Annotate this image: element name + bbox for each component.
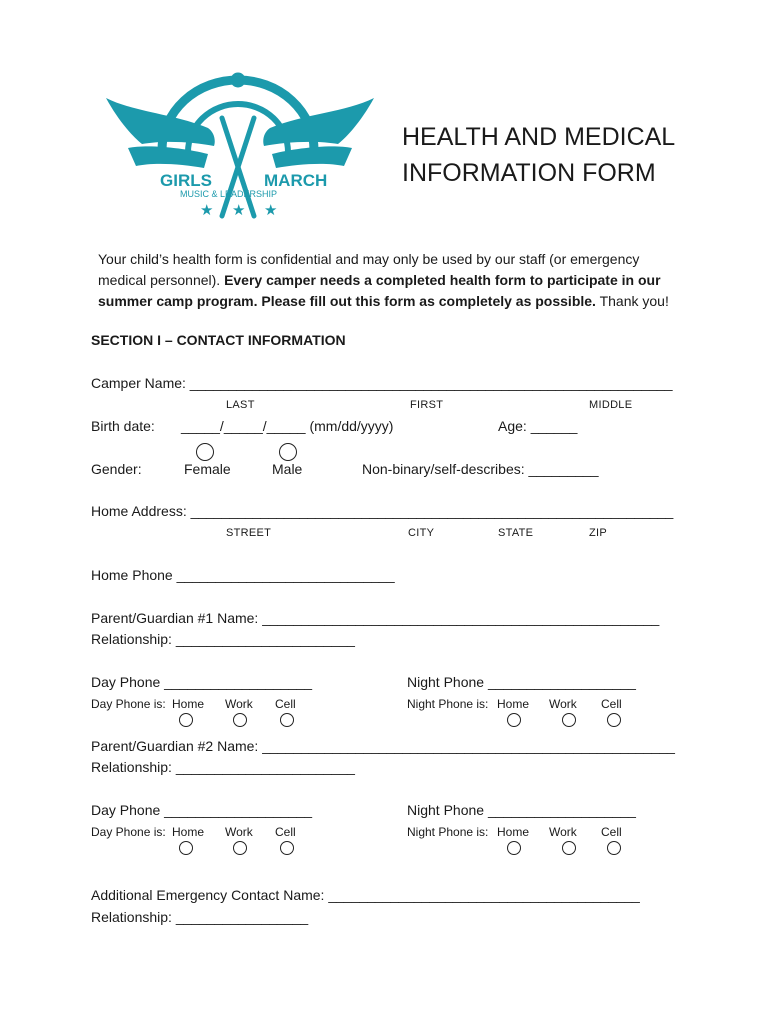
guardian1-night-home-radio[interactable] xyxy=(507,713,521,727)
camper-name-field[interactable]: Camper Name: ______________________________________________________________ xyxy=(91,375,673,391)
address-zip-caption: ZIP xyxy=(589,527,608,539)
logo-emblem xyxy=(104,70,376,220)
intro-text: Your child’s health form is confidential and may only be used by our staff (or emergency medical personnel). xyxy=(98,251,640,288)
birth-date-field[interactable]: _____/_____/_____ (mm/dd/yyyy) xyxy=(181,418,394,434)
svg-text:MARCH: MARCH xyxy=(264,171,328,190)
form-title-line1: HEALTH AND MEDICAL xyxy=(402,123,676,151)
guardian2-day-phone-field[interactable]: Day Phone ___________________ xyxy=(91,802,313,818)
guardian2-night-phone-is-label: Night Phone is: xyxy=(407,825,489,839)
guardian2-relationship-field[interactable]: Relationship: _______________________ xyxy=(91,759,355,775)
guardian1-day-cell-radio[interactable] xyxy=(280,713,294,727)
guardian1-night-phone-is-label: Night Phone is: xyxy=(407,697,489,711)
guardian2-day-phone-is-label: Day Phone is: xyxy=(91,825,166,839)
intro-thanks: Thank you! xyxy=(595,293,669,309)
guardian2-name-field[interactable]: Parent/Guardian #2 Name: _____________________________________________________ xyxy=(91,738,675,754)
camper-name-middle-caption: MIDDLE xyxy=(589,399,633,411)
logo xyxy=(104,70,376,220)
camper-name-last-caption: LAST xyxy=(226,399,255,411)
address-state-caption: STATE xyxy=(498,527,534,539)
camper-name-first-caption: FIRST xyxy=(410,399,444,411)
guardian2-day-cell-radio[interactable] xyxy=(280,841,294,855)
home-address-field[interactable]: Home Address: ______________________________________________________________ xyxy=(91,503,674,519)
guardian2-night-home-label: Home xyxy=(497,825,530,839)
gender-label: Gender: xyxy=(91,461,142,477)
gender-nonbinary-field[interactable]: Non-binary/self-describes: _________ xyxy=(362,461,599,477)
guardian1-night-work-radio[interactable] xyxy=(562,713,576,727)
guardian1-night-cell-radio[interactable] xyxy=(607,713,621,727)
guardian1-day-phone-field[interactable]: Day Phone ___________________ xyxy=(91,674,313,690)
guardian1-night-home-label: Home xyxy=(497,697,530,711)
guardian1-night-work-label: Work xyxy=(549,697,577,711)
form-title-line2: INFORMATION FORM xyxy=(402,159,656,187)
guardian2-night-phone-field[interactable]: Night Phone ___________________ xyxy=(407,802,636,818)
guardian2-night-cell-label: Cell xyxy=(601,825,622,839)
gender-male-radio[interactable] xyxy=(279,443,297,461)
address-street-caption: STREET xyxy=(226,527,272,539)
guardian1-day-home-radio[interactable] xyxy=(179,713,193,727)
guardian1-day-work-radio[interactable] xyxy=(233,713,247,727)
guardian2-night-work-label: Work xyxy=(549,825,577,839)
guardian1-day-cell-label: Cell xyxy=(275,697,296,711)
gender-female-radio[interactable] xyxy=(196,443,214,461)
section-heading: SECTION I – CONTACT INFORMATION xyxy=(91,332,346,348)
svg-text:MUSIC & LEADERSHIP: MUSIC & LEADERSHIP xyxy=(180,189,278,199)
guardian1-relationship-field[interactable]: Relationship: _______________________ xyxy=(91,631,355,647)
emergency-contact-name-field[interactable]: Additional Emergency Contact Name: ________________________________________ xyxy=(91,887,640,903)
birth-date-label: Birth date: xyxy=(91,418,155,434)
guardian2-night-home-radio[interactable] xyxy=(507,841,521,855)
svg-text:★: ★ xyxy=(264,201,278,219)
guardian2-day-work-radio[interactable] xyxy=(233,841,247,855)
guardian2-day-home-radio[interactable] xyxy=(179,841,193,855)
age-field[interactable]: Age: ______ xyxy=(498,418,578,434)
guardian1-name-field[interactable]: Parent/Guardian #1 Name: ___________________________________________________ xyxy=(91,610,660,626)
guardian2-day-cell-label: Cell xyxy=(275,825,296,839)
guardian2-day-home-label: Home xyxy=(172,825,205,839)
address-city-caption: CITY xyxy=(408,527,435,539)
guardian1-night-phone-field[interactable]: Night Phone ___________________ xyxy=(407,674,636,690)
guardian2-day-work-label: Work xyxy=(225,825,253,839)
emergency-contact-relationship-field[interactable]: Relationship: _________________ xyxy=(91,909,309,925)
intro-bold-text: Every camper needs a completed health form to participate in our summer camp program. Please fill out this form as completely as possible. xyxy=(98,272,661,309)
svg-text:★: ★ xyxy=(232,201,246,219)
guardian2-night-cell-radio[interactable] xyxy=(607,841,621,855)
intro-paragraph xyxy=(98,249,678,312)
guardian2-night-work-radio[interactable] xyxy=(562,841,576,855)
svg-text:GIRLS: GIRLS xyxy=(160,171,212,190)
home-phone-field[interactable]: Home Phone ____________________________ xyxy=(91,567,395,583)
guardian1-day-work-label: Work xyxy=(225,697,253,711)
gender-female-label: Female xyxy=(184,461,231,477)
gender-male-label: Male xyxy=(272,461,303,477)
svg-text:★: ★ xyxy=(200,201,214,219)
guardian1-day-home-label: Home xyxy=(172,697,205,711)
guardian1-day-phone-is-label: Day Phone is: xyxy=(91,697,166,711)
guardian1-night-cell-label: Cell xyxy=(601,697,622,711)
